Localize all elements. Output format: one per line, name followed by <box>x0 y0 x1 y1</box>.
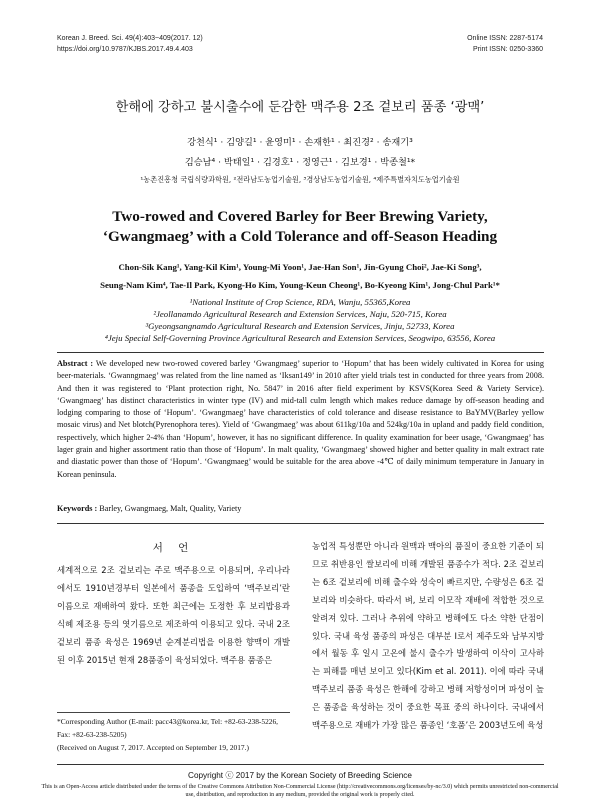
abstract <box>57 358 544 481</box>
keywords-label: Keywords : <box>57 504 98 513</box>
english-title-line-2: ‘Gwangmaeg’ with a Cold Tolerance and off-Season Heading <box>102 228 498 245</box>
body-left-column: 세계적으로 2조 겉보리는 주로 맥주용으로 이용되며, 우리나라에서도 1910년경부터 일본에서 품종을 도입하여 ‘맥주보리’란 이름으로 재배하여 왔다. 또한 최근에는 도정한 후 보리밥용과 식혜 제조용 등의 엿기름으로 제조하여 이용되고 있다. 국내 2조 겉보리 품종 육성은 1969년 순계분리법을 이용한 향맥이 개발된 이후 2015년 현재 28품종이 육성되었다. 맥주용 품종은 <box>57 565 290 665</box>
english-authors-line-2: Seung-Nam Kim⁴, Tae-Il Park, Kyong-Ho Kim, Young-Keun Cheong¹, Bo-Kyeong Kim¹, Jong-Chul Park¹* <box>100 280 500 290</box>
footnote-rule <box>57 712 290 713</box>
abstract-text: We developed new two-rowed covered barley ‘Gwangmaeg’ superior to ‘Hopum’ that has been widely cultivated in Korea for using beer-materials. ‘Gwanngmaeg’ was related from the line named as ‘Iksan149’ in 2010 after yield trials test in conducted for three years from 2008. And then it was registered to ‘Plant protection right, No. 5847’ in 2016 after field experiment by KSVS(Korea Seed & Variety Service). ‘Gwangmaeg’ has distinct characteristics in winter type (IV) and mid-tall culm length which makes reduce damage by off-season heading and lodging comparing to those of ‘Hopum’. ‘Gwangmaeg’ have characteristics of cold tolerance and disease resistance to BaYMV(Barley yellow mosaic virus) and Net blotch(Pyrenophora teres). Yield of ‘Gwangmaeg’ was about 611kg/10a and 524kg/10a in upland and paddy field condition, respectively, which higher 2-4% than ‘Hopum’, however, it has no significant difference. In quality examination for beer usage, ‘Gwangmaeg’ has lager grain and higher assortment ratio than those of ‘Hopum’. In malt quality, ‘Gwangmaeg’ showed higher and better quality in malt extract rate and diastatic power than those of ‘Hopum’. ‘Gwangmaeg’ would be suitable for the area above -4℃ of daily minimum temperature in January in Korean peninsula. <box>57 359 544 479</box>
english-title-line-1: Two-rowed and Covered Barley for Beer Brewing Variety, <box>112 208 488 225</box>
received-dates: (Received on August 7, 2017. Accepted on September 19, 2017.) <box>57 743 249 752</box>
english-affiliation-1: ¹National Institute of Crop Science, RDA, Wanju, 55365,Korea <box>189 297 411 307</box>
body-right-column: 농업적 특성뿐만 아니라 원맥과 맥아의 품질이 중요한 기준이 되므로 취반용인 쌀보리에 비해 개발된 품종수가 적다. 2조 겉보리는 6조 겉보리에 비해 출수와 성숙이 빠르지만, 수량성은 6조 겉보리와 비슷하다. 따라서 벼, 보리 이모작 재배에 적합한 것으로 알려져 있다. 그러나 추위에 약하고 병해에도 다소 약한 단점이 있다. 국내 육성 품종의 파성은 대부분 I로서 제주도와 남부지방에서 월동 후 일시 고온에 불시 출수가 발생하여 이삭이 고사하는 피해를 매년 보이고 있다(Kim et al. 2011). 이에 따라 국내 맥주보리 품종 육성은 한해에 강하고 병해 저항성이며 파성이 높은 품종을 육성하는 것이 중요한 목표 중의 하나이다. 국내에서 맥주용으로 재배가 가장 많은 품종인 ‘호품’은 2003년도에 육성 <box>312 541 544 731</box>
print-issn: Print ISSN: 0250-3360 <box>472 46 543 53</box>
korean-title: 한해에 강하고 불시출수에 둔감한 맥주용 2조 겉보리 품종 ‘광맥’ <box>115 100 485 115</box>
english-affiliation-4: ⁴Jeju Special Self-Governing Province Agricultural Research and Extension Services, Seogwipo, 63556, Korea <box>104 333 496 343</box>
abstract-top-rule <box>57 352 544 353</box>
korean-authors-line-1: 강천식¹ · 김양길¹ · 윤영미¹ · 손재한¹ · 최진경² · 송재기³ <box>187 137 413 148</box>
abstract-bottom-rule <box>57 523 544 524</box>
abstract-label: Abstract : <box>57 359 94 368</box>
journal-citation: Korean J. Breed. Sci. 49(4):403~409(2017. 12) <box>57 35 203 42</box>
section-title-introduction: 서 언 <box>152 542 195 554</box>
keywords <box>57 504 544 513</box>
corresponding-author-note: *Corresponding Author (E-mail: pacc43@korea.kr, Tel: +82-63-238-5226, Fax: +82-63-238-5205) <box>57 717 279 739</box>
korean-affiliations: ¹농촌진흥청 국립식량과학원, ²전라남도농업기술원, ³경상남도농업기술원, ⁴제주특별자치도농업기술원 <box>140 175 460 184</box>
english-affiliation-2: ²Jeollanamdo Agricultural Research and Extension Services, Naju, 520-715, Korea <box>153 309 447 319</box>
license-text: This is an Open-Access article distributed under the terms of the Creative Commons Attribution Non-Commercial License (http://creativecommons.org/licenses/by-nc/3.0) which permits unrestricted non-commercial use, distribution, and reproduction in any medium, provided the original work is properly cited. <box>41 784 559 798</box>
online-issn: Online ISSN: 2287-5174 <box>467 35 543 42</box>
english-affiliation-3: ³Gyeongsangnamdo Agricultural Research and Extension Services, Jinju, 52733, Korea <box>145 321 455 331</box>
english-authors-line-1: Chon-Sik Kang¹, Yang-Kil Kim¹, Young-Mi Yoon¹, Jae-Han Son¹, Jin-Gyung Choi², Jae-Ki Song³, <box>118 262 482 272</box>
doi-link[interactable]: https://doi.org/10.9787/KJBS.2017.49.4.403 <box>57 46 193 53</box>
korean-authors-line-2: 김승남⁴ · 박태일¹ · 김경호¹ · 정영근¹ · 김보경¹ · 박종철¹* <box>184 157 416 168</box>
keywords-text: Barley, Gwangmaeg, Malt, Quality, Variety <box>99 504 242 513</box>
copyright: Copyright ⓒ 2017 by the Korean Society of Breeding Science <box>188 771 412 780</box>
footer-rule <box>57 764 544 765</box>
